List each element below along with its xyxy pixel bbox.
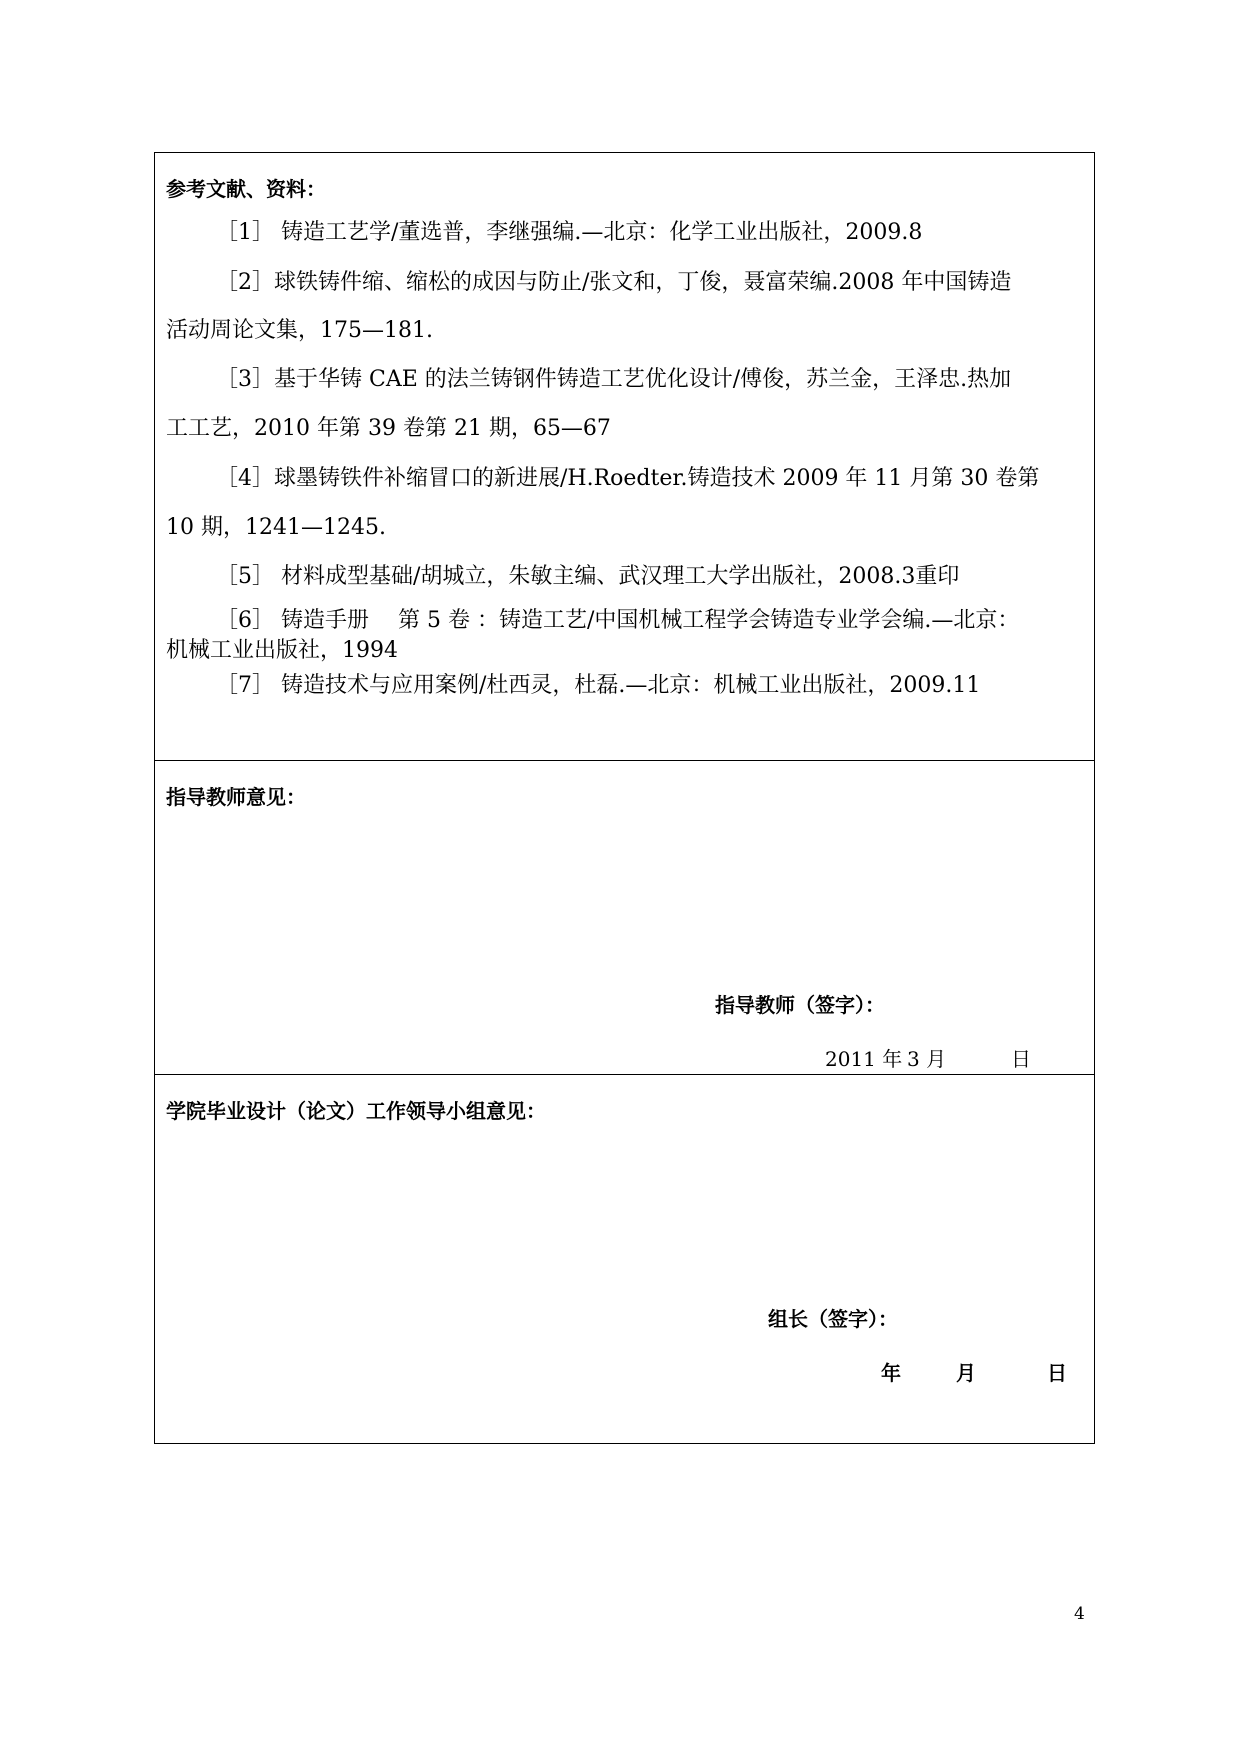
reference-line-4-cont: 10 期，1241—1245. (166, 515, 386, 540)
form-table (154, 152, 1095, 1444)
reference-line-6: ［6］ 铸造手册 第 5 卷 ：铸造工艺/中国机械工程学会铸造专业学会编.—北京： (216, 608, 1020, 633)
advisor-signature-label: 指导教师（签字）： (715, 993, 885, 1017)
committee-date-month: 月 (956, 1361, 976, 1385)
reference-line-2-cont: 活动周论文集，175—181. (166, 318, 433, 343)
committee-opinion-section (155, 1075, 1094, 1445)
references-section (155, 153, 1094, 761)
page-number: 4 (1074, 1604, 1085, 1624)
reference-line-2: ［2］球铁铸件缩、缩松的成因与防止/张文和，丁俊，聂富荣编.2008 年中国铸造 (216, 270, 1012, 295)
advisor-date-month: 3 月 (907, 1047, 947, 1071)
committee-opinion-title: 学院毕业设计（论文）工作领导小组意见： (166, 1099, 546, 1123)
references-title: 参考文献、资料： (166, 177, 326, 201)
advisor-opinion-title: 指导教师意见： (166, 785, 306, 809)
committee-date-day: 日 (1047, 1361, 1067, 1385)
committee-date-year: 年 (881, 1361, 901, 1385)
reference-line-3-cont: 工工艺，2010 年第 39 卷第 21 期，65—67 (166, 416, 611, 441)
reference-line-5: ［5］ 材料成型基础/胡城立，朱敏主编、武汉理工大学出版社，2008.3重印 (216, 564, 960, 589)
reference-line-1: ［1］ 铸造工艺学/董选普，李继强编.—北京：化学工业出版社，2009.8 (216, 220, 923, 245)
committee-signature-label: 组长（签字）： (768, 1307, 898, 1331)
reference-line-4: ［4］球墨铸铁件补缩冒口的新进展/H.Roedter.铸造技术 2009 年 11 月第 30 卷第 (216, 466, 1040, 491)
reference-line-7: ［7］ 铸造技术与应用案例/杜西灵，杜磊.—北京：机械工业出版社，2009.11 (216, 673, 981, 698)
advisor-opinion-section (155, 761, 1094, 1075)
advisor-date-year: 2011 年 (825, 1047, 903, 1071)
reference-line-6-cont: 机械工业出版社，1994 (166, 638, 398, 663)
reference-line-3: ［3］基于华铸 CAE 的法兰铸钢件铸造工艺优化设计/傅俊，苏兰金，王泽忠.热加 (216, 367, 1012, 392)
advisor-date-day: 日 (1011, 1047, 1031, 1071)
